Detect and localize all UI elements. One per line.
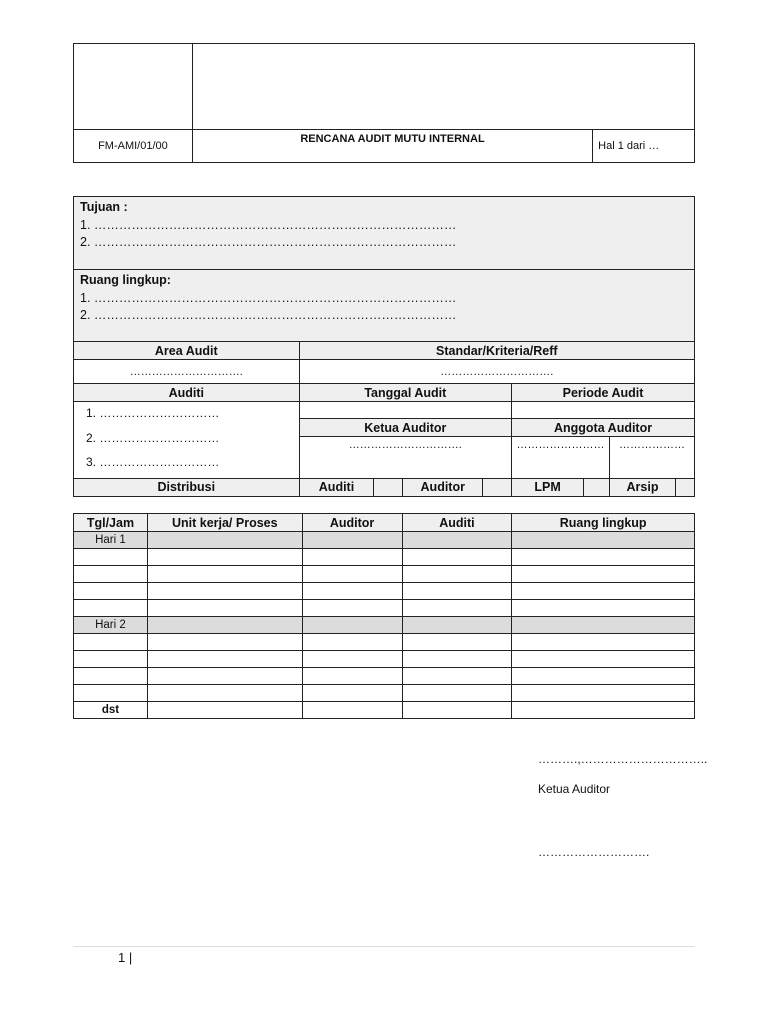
distribusi-auditi: Auditi [299,478,374,496]
anggota-auditor-value: ……………… [610,437,695,479]
audit-plan-table [73,196,695,497]
page-indicator: Hal 1 dari … [593,130,695,163]
table-row [74,583,695,600]
ketua-auditor-header: Ketua Auditor [299,419,512,437]
column-header: Auditi [402,514,512,532]
institution-area [192,44,694,130]
table-row [74,566,695,583]
column-header: Auditor [302,514,402,532]
area-audit-header: Area Audit [74,342,300,360]
distribusi-auditor-box [483,478,512,496]
day-label: Hari 2 [74,617,148,634]
page-number: 1 | [118,950,133,965]
tanggal-audit-header: Tanggal Audit [299,384,512,402]
day-label: Hari 1 [74,532,148,549]
table-row [74,651,695,668]
distribusi-lpm: LPM [512,478,584,496]
table-row [74,702,695,719]
distribusi-arsip-box [675,478,694,496]
table-row [74,668,695,685]
distribusi-lpm-box [584,478,610,496]
day-row [74,532,695,549]
auditi-item: 3. ………………………… [86,455,220,469]
table-row [74,600,695,617]
ruang-lingkup-label: Ruang lingkup: [80,273,171,287]
ruang-lingkup-section [74,270,695,342]
tanggal-audit-value [299,402,512,419]
auditi-item: 2. ………………………… [86,430,220,445]
tujuan-item: 1. …………………………………………………………………………… [80,217,457,232]
table-row [74,634,695,651]
auditi-header: Auditi [74,384,300,402]
distribusi-auditor: Auditor [403,478,483,496]
column-header: Tgl/Jam [74,514,148,532]
auditi-list [74,402,300,479]
standar-value: …………………………. [299,360,694,384]
ketua-auditor-value: …………………………. [299,437,512,479]
document-title: RENCANA AUDIT MUTU INTERNAL [192,130,592,163]
tujuan-item: 2. …………………………………………………………………………… [80,235,457,249]
table-row [74,685,695,702]
periode-audit-value [512,402,695,419]
document-header [73,43,695,163]
area-audit-value: …………………………. [74,360,300,384]
footer-divider [73,946,695,947]
form-code: FM-AMI/01/00 [74,130,193,163]
table-row [74,549,695,566]
distribusi-auditi-box [374,478,403,496]
schedule-table [73,513,695,719]
tujuan-section [74,197,695,270]
distribusi-arsip: Arsip [610,478,676,496]
logo-placeholder [74,44,193,130]
tujuan-label: Tujuan : [80,200,128,214]
periode-audit-header: Periode Audit [512,384,695,402]
auditi-item: 1. ………………………… [86,406,220,420]
column-header: Unit kerja/ Proses [147,514,302,532]
anggota-auditor-header: Anggota Auditor [512,419,695,437]
anggota-auditor-value: …………………… [512,437,610,479]
ruang-lingkup-item: 1. …………………………………………………………………………… [80,290,457,305]
signature-place-date: ……….,………………………….. [538,752,708,766]
day-row [74,617,695,634]
signature-role: Ketua Auditor [538,782,611,796]
signature-name: ………………………. [538,845,650,859]
distribusi-label: Distribusi [74,478,300,496]
ruang-lingkup-item: 2. …………………………………………………………………………… [80,308,457,322]
standar-header: Standar/Kriteria/Reff [299,342,694,360]
dst-label: dst [74,702,148,719]
column-header: Ruang lingkup [512,514,695,532]
